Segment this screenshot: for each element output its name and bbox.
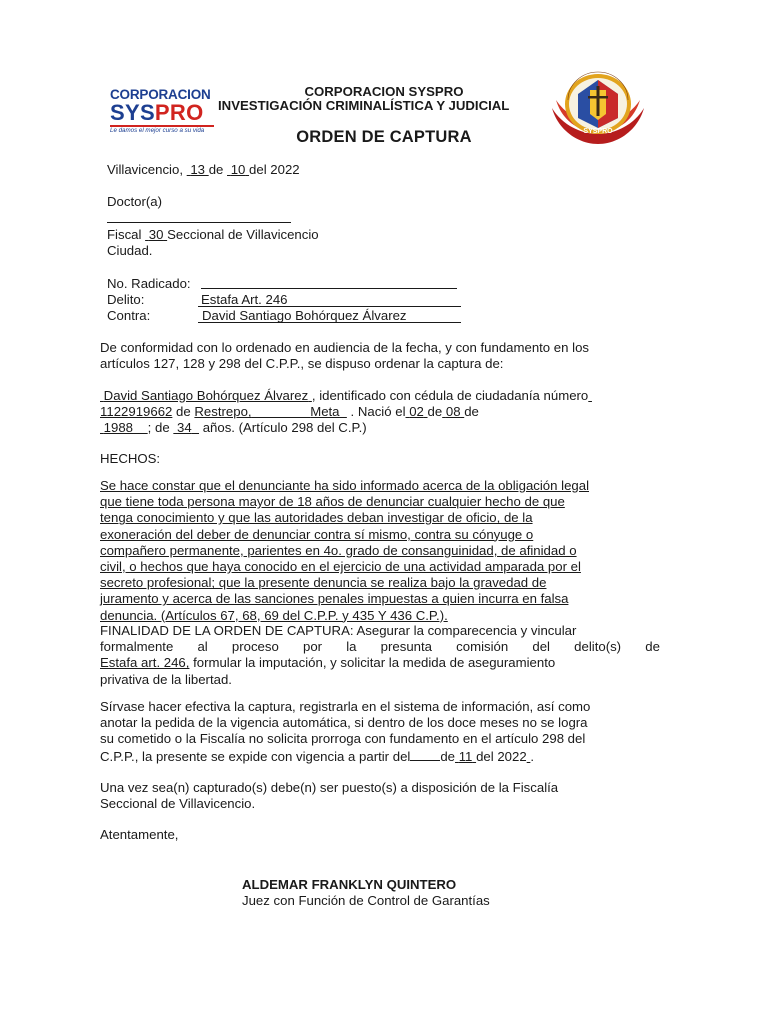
finalidad-word: proceso: [231, 639, 279, 655]
delito-field: [198, 292, 461, 307]
signer-role: Juez con Función de Control de Garantías: [242, 893, 490, 908]
intro-paragraph: De conformidad con lo ordenado en audiencia de la fecha, y con fundamento en los artículos 127, 128 y 298 del C.P.P., se dispuso ordenar la captura de:: [100, 340, 589, 372]
finalidad-word: del: [532, 639, 550, 655]
hechos-line: tenga conocimiento y que las autoridades deban investigar de oficio, de la: [100, 510, 533, 526]
hechos-paragraph: [100, 478, 666, 624]
finalidad-word: presunta: [380, 639, 432, 655]
organization-name: CORPORACION SYSPRO: [304, 84, 464, 99]
finalidad-line2: [100, 639, 660, 655]
document-title: ORDEN DE CAPTURA: [296, 128, 472, 146]
finalidad-paragraph: FINALIDAD DE LA ORDEN DE CAPTURA: Asegurar la comparecencia y vincular formalmente al proceso por la presunta comisión del delito(s) de Estafa art. 246, formular la imputación, y solicitar la medida de aseguramiento privativa de la libertad.: [100, 623, 660, 687]
radicado-blank: [201, 276, 457, 292]
date-line: Villavicencio, 13 de 10 del 2022: [107, 162, 300, 177]
subject-age: 34: [177, 420, 192, 436]
hechos-line: denuncia. (Artículos 67, 68, 69 del C.P.P. y 435 Y 436 C.P.).: [100, 607, 448, 623]
sirvase-paragraph: Sírvase hacer efectiva la captura, registrarla en el sistema de información, así como anotar la pedida de la vigencia automática, si dentro de los doce meses no se logra su cometido o la Fiscalía no solicita prorroga con fundamento en el artículo 298 del C.P.P., la presente se expide con vigencia a partir del de 11 del 2022 .: [100, 699, 591, 764]
fiscal-line: Fiscal 30 Seccional de Villavicencio: [107, 227, 319, 242]
contra-label: Contra:: [107, 308, 151, 323]
finalidad-word: delito(s): [574, 639, 622, 655]
ciudad-label: Ciudad.: [107, 243, 153, 258]
delito-value: Estafa Art. 246: [201, 292, 288, 307]
finalidad-word: al: [197, 639, 208, 655]
logo-tagline: Le damos el mejor curso a su vida: [110, 127, 205, 134]
finalidad-word: la: [346, 639, 357, 655]
hechos-line: civil, o hechos que haya conocido en el ejercicio de una actividad amparada por el: [100, 559, 581, 575]
closing: Atentamente,: [100, 827, 179, 842]
subject-id-number: 1122919662: [100, 404, 173, 420]
hechos-line: Se hace constar que el denunciante ha sido informado acerca de la obligación legal: [100, 478, 589, 493]
finalidad-delito: Estafa art. 246,: [100, 655, 190, 671]
finalidad-word: comisión: [456, 639, 509, 655]
logo-line1: CORPORACION: [110, 87, 211, 102]
finalidad-word: por: [303, 639, 323, 655]
date-day: 13: [190, 162, 206, 177]
signer-name: ALDEMAR FRANKLYN QUINTERO: [242, 877, 457, 892]
hechos-line: que tiene toda persona mayor de 18 años de denunciar cualquier hecho de que: [100, 494, 565, 510]
delito-label: Delito:: [107, 292, 145, 307]
disposicion-paragraph: Una vez sea(n) capturado(s) debe(n) ser puesto(s) a disposición de la Fiscalía Seccional de Villavicencio.: [100, 780, 559, 812]
vigencia-month: 11: [458, 748, 473, 764]
subject-birth-year: 1988: [103, 420, 134, 436]
hechos-line: juramento y acerca de las sanciones penales impuestas a quien incurra en falsa: [100, 591, 569, 607]
date-month: 10: [230, 162, 246, 177]
hechos-heading: HECHOS:: [100, 451, 161, 466]
radicado-label: No. Radicado:: [107, 276, 191, 291]
finalidad-word: de: [645, 639, 660, 655]
logo-line2: SYSPRO: [110, 100, 204, 125]
hechos-line: compañero permanente, parientes en 4o. grado de consanguinidad, de afinidad o: [100, 542, 577, 558]
subject-name: David Santiago Bohórquez Álvarez: [103, 388, 309, 403]
doctor-label: Doctor(a): [107, 194, 162, 209]
contra-field: [198, 308, 461, 323]
subject-paragraph: David Santiago Bohórquez Álvarez , identificado con cédula de ciudadanía número 1122919662 de Restrepo, Meta . Nació el 02 de 08 de 1988 ; de 34 años. (Artículo 298 del C.P.): [100, 388, 589, 436]
division-name: INVESTIGACIÓN CRIMINALÍSTICA Y JUDICIAL: [218, 98, 510, 113]
svg-text:SYSPRO: SYSPRO: [583, 128, 613, 135]
vigencia-day-blank: [410, 748, 440, 761]
subject-city: Restrepo, Meta: [194, 404, 340, 420]
finalidad-word: formalmente: [100, 639, 174, 655]
hechos-line: secreto profesional; que la presente denuncia se realiza bajo la gravedad de: [100, 575, 547, 591]
hechos-line: exoneración del deber de denunciar contra sí mismo, contra su cónyuge o: [100, 526, 534, 542]
contra-value: David Santiago Bohórquez Álvarez: [202, 308, 407, 323]
doctor-name-blank: [107, 210, 291, 226]
